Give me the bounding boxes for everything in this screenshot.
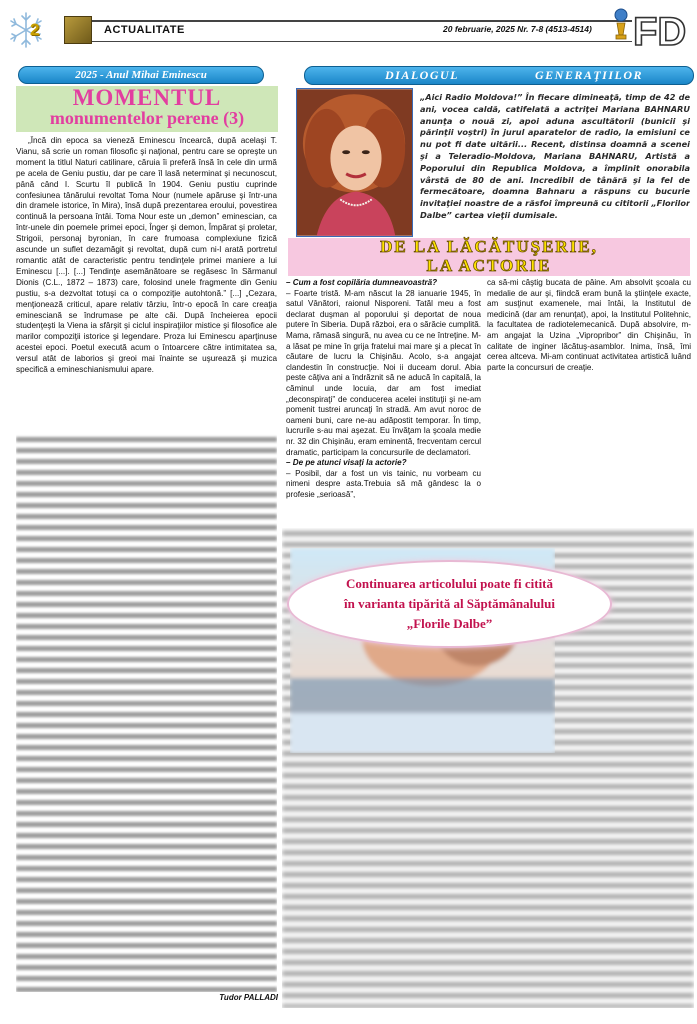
issue-date: 20 februarie, 2025 Nr. 7-8 (4513-4514)	[443, 24, 592, 34]
logo-text: FD	[633, 10, 687, 51]
question-1: – Cum a fost copilăria dumneavoastră?	[286, 278, 438, 287]
series-banner-eminescu: 2025 - Anul Mihai Eminescu	[18, 66, 264, 84]
continuation-notice-line2: în varianta tipărită al Săptămânalului	[344, 596, 555, 611]
question-2: – De pe atunci visaţi la actorie?	[286, 458, 407, 468]
article-subtitle: monumentelor perene (3)	[49, 108, 245, 128]
interview-column-2	[487, 278, 691, 388]
article-author: Tudor PALLADI	[219, 993, 278, 1002]
blurred-text-block	[16, 434, 277, 992]
banner-word-generatiilor: GENERAŢIILOR	[535, 68, 644, 82]
interview-headline-line2: LA ACTORIE	[426, 256, 552, 275]
section-marker	[64, 16, 92, 44]
answer-1: – Foarte tristă. M-am născut la 28 ianuarie 1945, în satul Vânători, raionul Nisporeni. Tatăl meu a fost declarat duşman al poporului şi deportat de noua putere în Siberia. După război, era o sărăcie cumplită. Mama, rămasă singură, nu avea cu ce ne întreţine. M-a lăsat pe mine în grija fratelui mai mare şi a plecat în căutare de lucru la Chişinău. Acolo, s-a angajat clandestin în construcţie. Noi ii duceam dorul. Abia peste câţiva ani a îndrăznit să ne aducă în capitală, la căminul unde locuia, dar am fost imediat „deconspiraţi” de conducerea acelei instituţii şi ne-am pomenit tustrei aruncaţi în stradă. Am avut noroc de oameni buni, care ne-au adăpostit temporar. În timp, lucrurile s-au mai aşezat. Eu învăţam la şcoala medie nr. 32 din Chişinău, eram eminentă, frecventam cercul dramatic, participam la concursurile de declamatori.	[286, 288, 481, 457]
globe-trophy-icon	[615, 9, 627, 39]
banner-word-dialogul: DIALOGUL	[385, 68, 459, 82]
continuation-notice-line1: Continuarea articolului poate fi citită	[345, 576, 554, 591]
article-body: „Încă din epoca sa vieneză Eminescu încearcă, după acelaşi T. Vianu, să scrie un roman filosofic şi naţional, pentru care se opreşte un moment la titlul Naturi catilinare, căruia îi preferă însă în cele din urmă pe acela de Geniu pustiu, dar pe care îl lasă neterminat şi necunoscut, până când I. Scurtu îl publică în 1904. Geniu pustiu cuprinde confesiunea tânărului revoltat Toma Nour (numele apăruse şi într-una din dramele istorice, în Mira), însă după prezentarea eroului, povestirea continuă la persoana întâi. Toma Nour este un „demon” eminescian, ca într-unele din poemele primei epoci, Înger şi demon, Împărat şi proletar, Strigoii, personaj byronian, în care frumoasa complexiune fizică ascunde un suflet dezamăgit şi revoltat, după cum ni-l arată portretul romantic atât de caracteristic pentru tendinţele primei maniere a lui Eminescu [...]. [...] Tendinţe asemănătoare se regăsesc în Sărmanul Dionis (C.L., 1872 – 1873) care, folosind unele fragmente din Geniu pustiu, s-a dezvoltat totuşi ca o compoziţie autohtonă.” [...] „Cezara, menţionează criticul, apare relativ târziu, într-o epocă în care creaţia eminesciană se îndrumase pe alte căi. După încheierea epocii studenţeşti la Viena ia sfârşit şi ciclul inspiraţiilor mistice şi filosofice ale marilor compoziţii istorice şi legendare. Proza lui Eminescu aparţinuse acestei epoci. Poetul execută acum o întoarcere către intimitatea sa, versul atât de laborios şi greoi mai înainte se uşurează şi muzica specifică a emineschianismului apare.	[16, 136, 277, 375]
answer-2-continued: ca să-mi câştig bucata de pâine. Am absolvit şcoala cu medalie de aur şi, fiindcă eram bună la ştiinţele exacte, am susţinut examenele, mai întâi, la Institutul de medicină (dar am renunţat), apoi, la Institutul Politehnic, la facultatea de radiotelemecanică. După absolvire, m-am angajat la Uzina „Vipropribor” din Chişinău, în calitate de inginer lăcătuş-asamblor. Inima, însă, îmi cerea altceva. Mi-am continuat activitatea artistică luând parte la concursuri de creaţie.	[487, 278, 691, 372]
series-banner-dialog	[304, 66, 694, 85]
florile-dalbe-logo	[611, 5, 695, 51]
portrait-image	[296, 88, 413, 237]
snowflake-icon	[6, 10, 46, 50]
interview-column-1	[286, 278, 481, 526]
section-title: ACTUALITATE	[104, 24, 185, 36]
interview-headline: DE LA LĂCĂTUŞERIE,	[380, 237, 598, 256]
interview-intro: „Aici Radio Moldova!” În fiecare dimineaţă, timp de 42 de ani, vocea caldă, catifelată a actriţei Mariana BAHNARU anunţa o nouă zi, apoi aduna ascultătorii (bunicii şi părinţii voştri) în jurul aparatelor de radio, la emisiuni ce nu pot fi date uitării... Recent, distinsa doamnă a scenei şi a Teleradio-Moldova, Mariana BAHNARU, Artistă a Poporului din Republica Moldova, a împlinit onorabila vârstă de 80 de ani. Incredibil de tânără şi la fel de fermecătoare, doamna Bahnaru a răspuns cu bucurie invitaţiei noastre de a răsfoi împreună cu cititorii „Florilor Dalbe” cartea vieţii dumisale.	[420, 92, 690, 220]
answer-2: – Posibil, dar a fost un vis tainic, nu vorbeam cu nimeni despre asta.Trebuia să mă gândesc la o profesie „serioasă”,	[286, 468, 481, 499]
article-title: MOMENTUL	[72, 85, 222, 110]
page-number: 2	[30, 20, 40, 39]
continuation-notice-line3: „Florile Dalbe”	[406, 616, 493, 631]
